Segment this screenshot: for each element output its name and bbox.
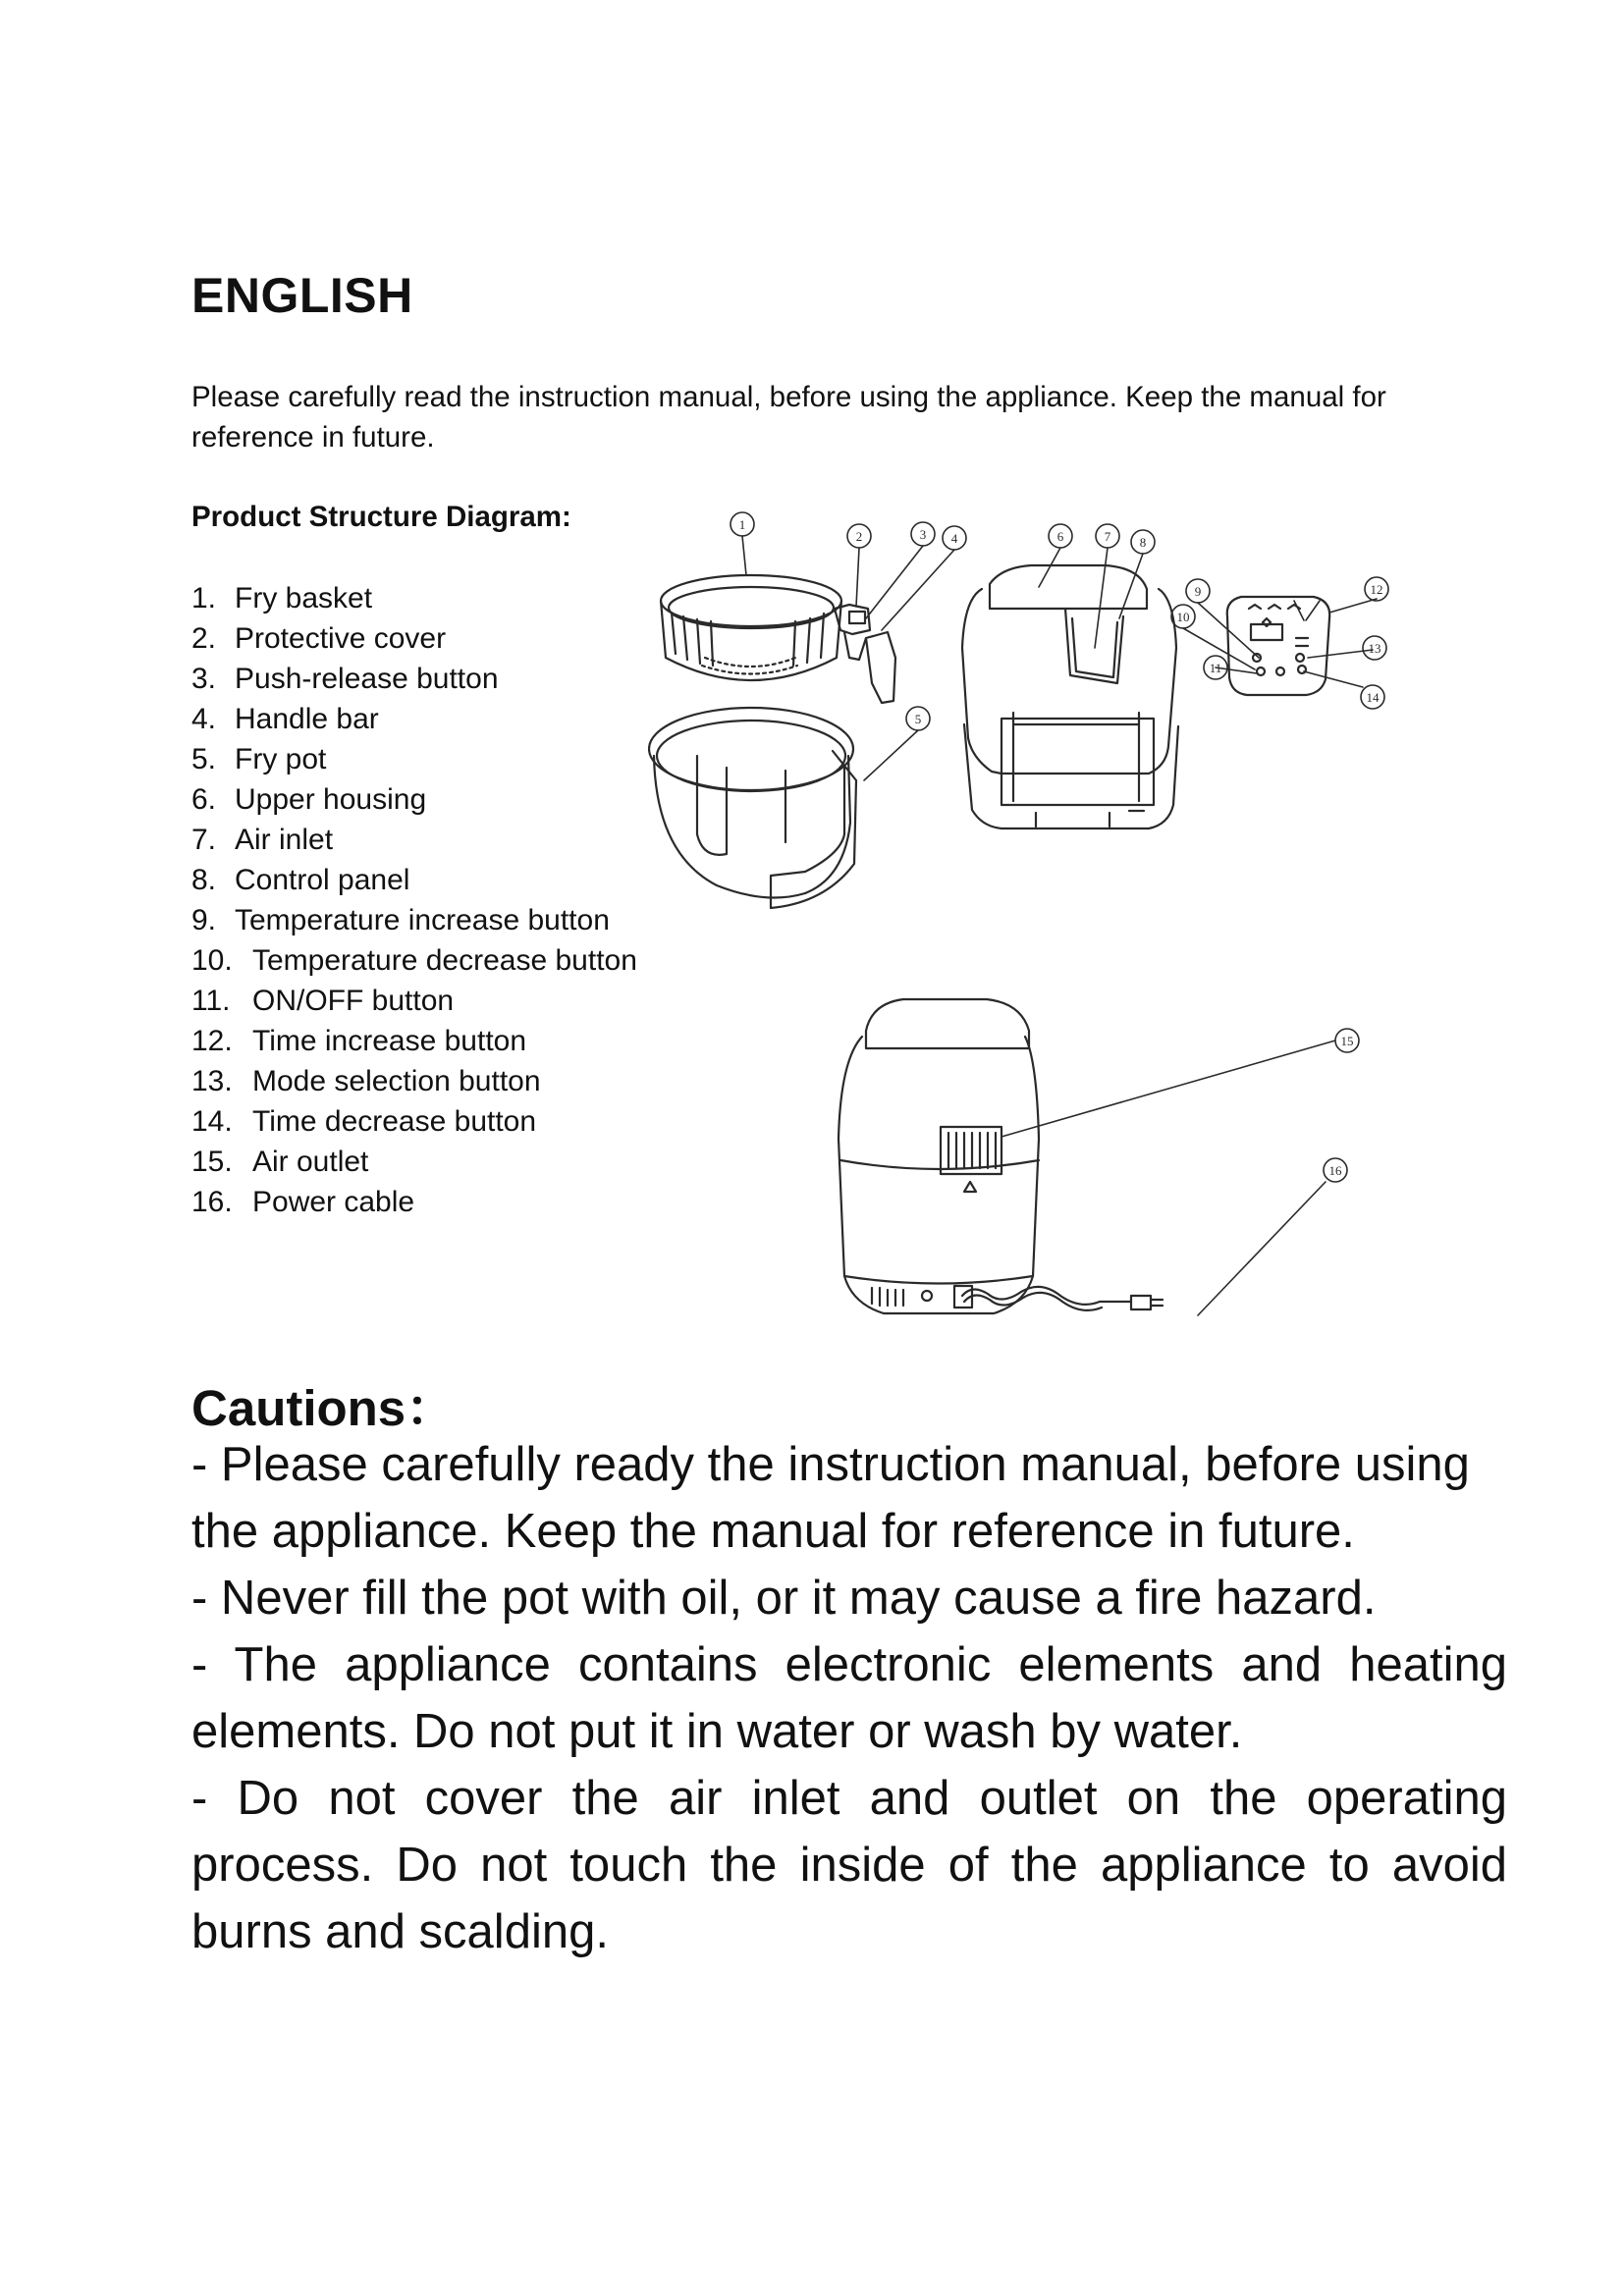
- callout-label: 9: [1194, 584, 1202, 599]
- part-label: Protective cover: [235, 622, 447, 655]
- part-number: 16.: [191, 1186, 233, 1218]
- part-number: 12.: [191, 1025, 233, 1057]
- part-label: Control panel: [235, 864, 410, 896]
- part-item: [191, 820, 673, 860]
- part-number: 4.: [191, 703, 217, 735]
- part-number: 10.: [191, 944, 233, 977]
- callout-label: 3: [919, 527, 927, 542]
- control-panel-illustration: [1227, 597, 1329, 695]
- part-item: [191, 739, 673, 779]
- part-label: Handle bar: [235, 703, 379, 735]
- fry-basket-illustration: [661, 575, 895, 703]
- callout-label: 1: [738, 517, 746, 532]
- part-label: Air outlet: [252, 1146, 369, 1178]
- diagram-heading: Product Structure Diagram:: [191, 501, 571, 533]
- part-label: Push-release button: [235, 663, 499, 695]
- callout-label: 6: [1056, 529, 1064, 544]
- intro-paragraph: Please carefully read the instruction manual, before using the appliance. Keep the manual for reference in future.: [191, 381, 1386, 454]
- product-structure-diagram: [648, 510, 1532, 1364]
- part-item: [191, 578, 673, 618]
- part-number: 6.: [191, 783, 217, 816]
- cautions-heading: Cautions：: [191, 1380, 457, 1436]
- part-item: [191, 940, 673, 981]
- part-item: [191, 1142, 673, 1182]
- parts-list: [191, 578, 673, 1222]
- caution-item: - Do not cover the air inlet and outlet on the operating process. Do not touch the inside of the appliance to avoid burns and scalding.: [191, 1772, 1507, 1958]
- air-fryer-front-illustration: [962, 565, 1178, 828]
- fry-pot-illustration: [649, 708, 856, 908]
- part-number: 9.: [191, 904, 217, 936]
- callout-label: 8: [1139, 535, 1147, 550]
- part-number: 15.: [191, 1146, 233, 1178]
- callout-label: 11: [1209, 661, 1222, 675]
- callout-label: 14: [1366, 690, 1380, 705]
- cautions-list: [191, 1431, 1507, 1965]
- part-number: 1.: [191, 582, 217, 614]
- part-number: 14.: [191, 1105, 233, 1138]
- callout-label: 10: [1176, 610, 1190, 624]
- callout-label: 2: [855, 529, 863, 544]
- part-item: [191, 900, 673, 940]
- callout-label: 16: [1328, 1163, 1342, 1178]
- language-heading: ENGLISH: [191, 268, 413, 323]
- part-item: [191, 618, 673, 659]
- part-label: Fry basket: [235, 582, 373, 614]
- part-number: 11.: [191, 985, 231, 1017]
- part-item: [191, 659, 673, 699]
- part-label: Time decrease button: [252, 1105, 537, 1138]
- part-item: [191, 860, 673, 900]
- part-label: Mode selection button: [252, 1065, 541, 1097]
- callout-label: 5: [914, 712, 922, 726]
- part-label: Air inlet: [235, 824, 334, 856]
- caution-item: - Never fill the pot with oil, or it may cause a fire hazard.: [191, 1572, 1377, 1625]
- part-label: Upper housing: [235, 783, 427, 816]
- part-label: Time increase button: [252, 1025, 527, 1057]
- part-item: [191, 1182, 673, 1222]
- callout-label: 12: [1370, 582, 1383, 597]
- part-item: [191, 699, 673, 739]
- part-item: [191, 1021, 673, 1061]
- part-label: Fry pot: [235, 743, 327, 775]
- part-number: 8.: [191, 864, 217, 896]
- air-fryer-back-illustration: [839, 999, 1163, 1313]
- part-item: [191, 1101, 673, 1142]
- caution-item: - Please carefully ready the instruction manual, before using the appliance. Keep the manual for reference in future.: [191, 1438, 1470, 1558]
- part-number: 2.: [191, 622, 217, 655]
- part-number: 7.: [191, 824, 217, 856]
- callout-label: 4: [950, 531, 958, 546]
- callout-label: 13: [1368, 641, 1381, 656]
- part-label: ON/OFF button: [252, 985, 455, 1017]
- part-label: Temperature decrease button: [252, 944, 637, 977]
- part-label: Temperature increase button: [235, 904, 610, 936]
- caution-item: - The appliance contains electronic elements and heating elements. Do not put it in water or wash by water.: [191, 1638, 1507, 1758]
- callout-label: 15: [1340, 1034, 1354, 1048]
- part-item: [191, 1061, 673, 1101]
- part-item: [191, 981, 673, 1021]
- part-item: [191, 779, 673, 820]
- part-number: 5.: [191, 743, 217, 775]
- callout-label: 7: [1104, 529, 1111, 544]
- part-label: Power cable: [252, 1186, 415, 1218]
- part-number: 3.: [191, 663, 217, 695]
- part-number: 13.: [191, 1065, 233, 1097]
